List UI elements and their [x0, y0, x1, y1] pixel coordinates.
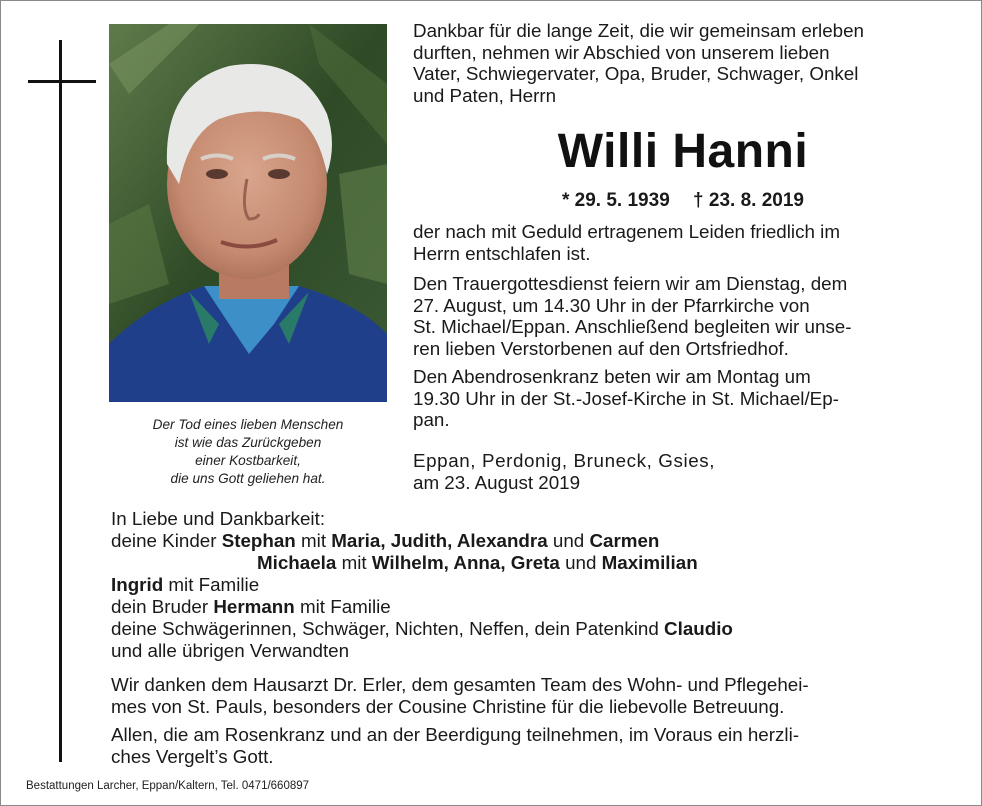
birth-date: * 29. 5. 1939: [562, 190, 670, 211]
family-names: Maria, Judith, Alexandra: [331, 530, 548, 551]
life-dates: [413, 190, 953, 212]
date-line: am 23. August 2019: [413, 472, 581, 493]
mourners-children: deine Kinder Stephan mit Maria, Judith, Alexandra und Carmen: [111, 530, 660, 551]
cross-bar: [28, 80, 96, 83]
family-names: Wilhelm, Anna, Greta: [371, 552, 560, 573]
child-name: Michaela: [257, 552, 337, 573]
cross-icon: [59, 40, 62, 762]
quote-line: die uns Gott geliehen hat.: [170, 471, 326, 486]
quote-line: Der Tod eines lieben Menschen: [152, 417, 344, 432]
body-line: der nach mit Geduld ertragenem Leiden friedlich im: [413, 221, 840, 242]
child-name: Stephan: [221, 530, 296, 551]
child-name: Ingrid: [111, 574, 164, 595]
intro-line: Dankbar für die lange Zeit, die wir gemeinsam erleben: [413, 20, 864, 41]
intro-line: und Paten, Herrn: [413, 84, 557, 106]
mourners-brother: dein Bruder Hermann mit Familie: [111, 596, 391, 617]
intro-text: [413, 20, 953, 106]
intro-line: Vater, Schwiegervater, Opa, Bruder, Schwager, Onkel: [413, 63, 859, 85]
memorial-quote: [108, 416, 388, 488]
body-line: ren lieben Verstorbenen auf den Ortsfriedhof.: [413, 337, 789, 359]
quote-line: ist wie das Zurückgeben: [174, 435, 322, 450]
brother-name: Hermann: [213, 596, 295, 617]
thanks-doctor: [111, 674, 809, 718]
portrait-photo: [109, 24, 387, 402]
places-line: Eppan, Perdonig, Bruneck, Gsies,: [413, 450, 716, 471]
body-line: St. Michael/Eppan. Anschließend begleiten wir unse-: [413, 316, 852, 338]
rosary-text: [413, 366, 953, 431]
death-text: [413, 221, 953, 264]
intro-line: durften, nehmen wir Abschied von unserem lieben: [413, 41, 830, 63]
mourners-child3: Ingrid mit Familie: [111, 574, 260, 595]
deceased-name: Willi Hanni: [557, 125, 809, 178]
quote-line: einer Kostbarkeit,: [195, 453, 301, 468]
body-line: Den Trauergottesdienst feiern wir am Dienstag, dem: [413, 273, 848, 294]
funeral-home-footer: Bestattungen Larcher, Eppan/Kaltern, Tel. 0471/660897: [26, 780, 310, 792]
thanks-line: Allen, die am Rosenkranz und an der Beerdigung teilnehmen, im Voraus ein herzli-: [111, 724, 799, 745]
mourners-others: und alle übrigen Verwandten: [111, 640, 350, 661]
body-line: 27. August, um 14.30 Uhr in der Pfarrkirche von: [413, 294, 810, 316]
body-line: pan.: [413, 409, 450, 431]
godchild-name: Claudio: [664, 618, 733, 639]
thanks-line: ches Vergelt’s Gott.: [111, 746, 274, 767]
body-line: Herrn entschlafen ist.: [413, 242, 591, 264]
family-name: Maximilian: [601, 552, 698, 573]
body-line: Den Abendrosenkranz beten wir am Montag um: [413, 366, 811, 387]
death-date: † 23. 8. 2019: [693, 190, 804, 211]
body-line: 19.30 Uhr in der St.-Josef-Kirche in St. Michael/Ep-: [413, 387, 839, 409]
thanks-all: [111, 724, 799, 768]
thanks-line: Wir danken dem Hausarzt Dr. Erler, dem gesamten Team des Wohn- und Pflegehei-: [111, 674, 809, 695]
mourners-heading: In Liebe und Dankbarkeit:: [111, 508, 326, 529]
mourners-inlaws: deine Schwägerinnen, Schwäger, Nichten, Neffen, dein Patenkind Claudio: [111, 618, 733, 639]
service-text: [413, 273, 953, 359]
family-name: Carmen: [589, 530, 660, 551]
mourners-child2: Michaela mit Wilhelm, Anna, Greta und Maximilian: [257, 552, 698, 573]
thanks-line: mes von St. Pauls, besonders der Cousine Christine für die liebevolle Betreuung.: [111, 696, 785, 717]
